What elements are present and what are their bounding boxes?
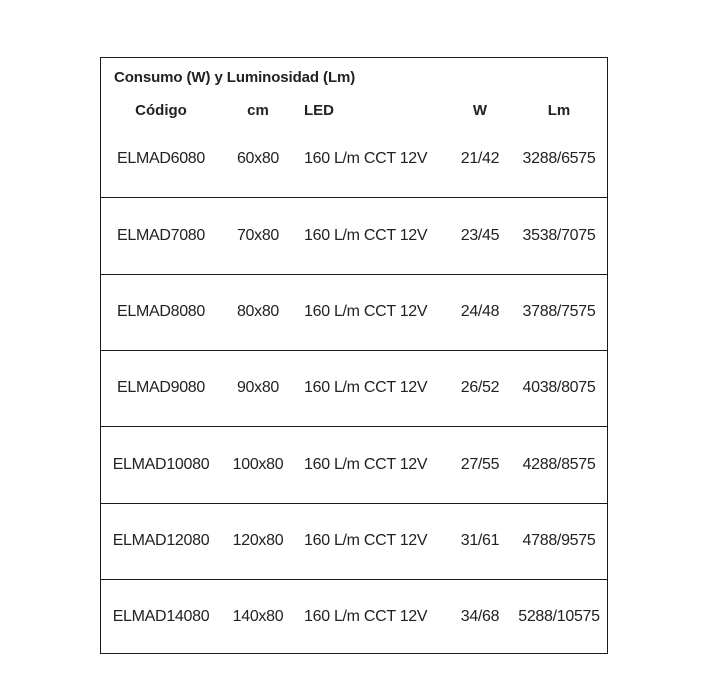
table-title: Consumo (W) y Luminosidad (Lm) xyxy=(114,69,356,86)
cell-led: 160 L/m CCT 12V xyxy=(304,532,428,549)
cell-cm: 60x80 xyxy=(236,150,280,167)
cell-lm: 4038/8075 xyxy=(522,379,596,396)
cell-led: 160 L/m CCT 12V xyxy=(304,456,428,473)
cell-cm: 80x80 xyxy=(236,303,280,320)
cell-lm: 4788/9575 xyxy=(522,532,596,549)
cell-lm: 3788/7575 xyxy=(522,303,596,320)
cell-w: 34/68 xyxy=(460,608,500,625)
cell-cm: 120x80 xyxy=(232,532,284,549)
cell-code: ELMAD7080 xyxy=(116,227,206,244)
cell-cm: 90x80 xyxy=(236,379,280,396)
header-w: W xyxy=(472,102,488,119)
header-lm: Lm xyxy=(547,102,571,119)
header-cm: cm xyxy=(247,102,269,119)
header-code: Código xyxy=(135,102,187,119)
cell-led: 160 L/m CCT 12V xyxy=(304,227,428,244)
cell-code: ELMAD12080 xyxy=(112,532,210,549)
cell-cm: 140x80 xyxy=(232,608,284,625)
row-divider xyxy=(101,274,607,275)
table-row xyxy=(101,605,607,629)
cell-w: 23/45 xyxy=(460,227,500,244)
spec-table xyxy=(100,57,608,654)
cell-w: 26/52 xyxy=(460,379,500,396)
cell-w: 24/48 xyxy=(460,303,500,320)
header-led: LED xyxy=(304,102,334,119)
cell-led: 160 L/m CCT 12V xyxy=(304,608,428,625)
row-divider xyxy=(101,197,607,198)
cell-w: 21/42 xyxy=(460,150,500,167)
cell-w: 31/61 xyxy=(460,532,500,549)
cell-cm: 70x80 xyxy=(236,227,280,244)
row-divider xyxy=(101,579,607,580)
cell-code: ELMAD9080 xyxy=(116,379,206,396)
table-header-row xyxy=(101,99,607,123)
cell-w: 27/55 xyxy=(460,456,500,473)
cell-lm: 5288/10575 xyxy=(518,608,600,625)
table-row xyxy=(101,453,607,477)
table-row xyxy=(101,224,607,248)
cell-led: 160 L/m CCT 12V xyxy=(304,303,428,320)
row-divider xyxy=(101,503,607,504)
cell-code: ELMAD10080 xyxy=(112,456,210,473)
table-row xyxy=(101,300,607,324)
cell-lm: 3538/7075 xyxy=(522,227,596,244)
table-row xyxy=(101,376,607,400)
cell-led: 160 L/m CCT 12V xyxy=(304,150,428,167)
cell-led: 160 L/m CCT 12V xyxy=(304,379,428,396)
table-row xyxy=(101,529,607,553)
cell-lm: 4288/8575 xyxy=(522,456,596,473)
row-divider xyxy=(101,350,607,351)
cell-lm: 3288/6575 xyxy=(522,150,596,167)
table-row xyxy=(101,147,607,171)
cell-code: ELMAD14080 xyxy=(112,608,210,625)
cell-cm: 100x80 xyxy=(232,456,284,473)
row-divider xyxy=(101,426,607,427)
cell-code: ELMAD6080 xyxy=(116,150,206,167)
cell-code: ELMAD8080 xyxy=(116,303,206,320)
